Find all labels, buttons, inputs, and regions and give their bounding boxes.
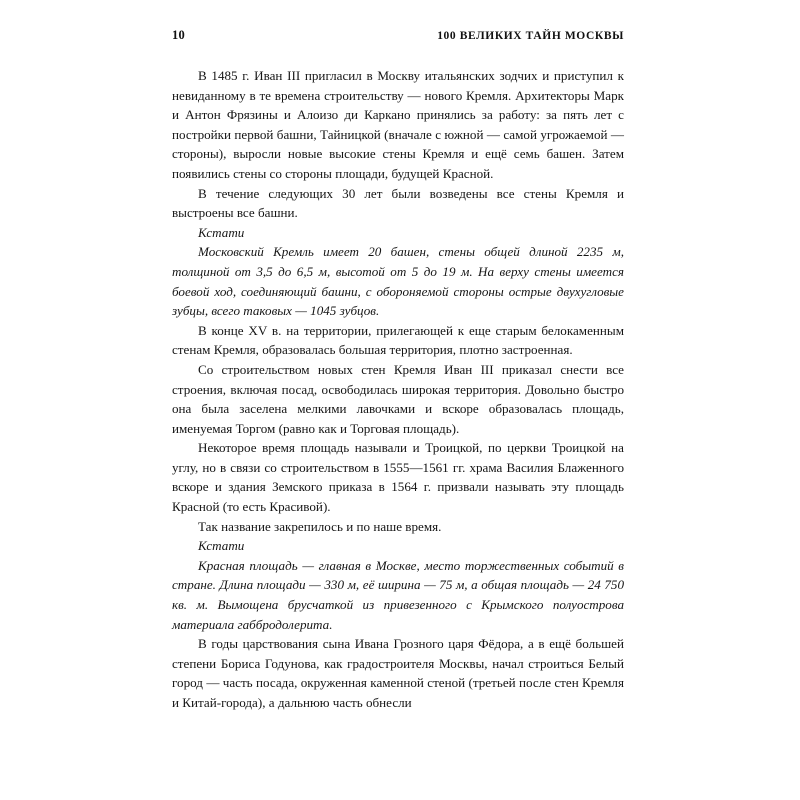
paragraph: Со строительством новых стен Кремля Иван III приказал снести все строения, включая посад, освободилась широкая территория. Довольно быстро она была заселена мелкими лавочками и вскоре образовалась площадь, именуемая Торгом (равно как и Торговая площадь). [172, 361, 624, 436]
paragraph: В годы царствования сына Ивана Грозного царя Фёдора, а в ещё большей степени Бориса Годунова, как градостроителя Москвы, начал строиться Белый город — часть посада, окруженная каменной стеной (третьей после стен Кремля и Китай-города), а дальнюю часть обнесли [172, 636, 624, 710]
page-number: 10 [172, 28, 185, 42]
note-block [172, 556, 624, 634]
note-text: Красная площадь — главная в Москве, место торжественных событий в стране. Длина площади — 330 м, её ширина — 75 м, а общая площадь — 24 750 кв. м. Вымощена брусчаткой из привезенного с Крымского полуострова материала габбродолерита. [172, 557, 624, 632]
note-text: Московский Кремль имеет 20 башен, стены общей длиной 2235 м, толщиной от 3,5 до 6,5 м, высотой от 5 до 19 м. На верху стены имеется боевой ход, соединяющий башни, с обороняемой стороны острые двухугловые зубцы, всего таковых — 1045 зубцов. [172, 244, 624, 319]
running-head [172, 28, 624, 44]
paragraph: В течение следующих 30 лет были возведены все стены Кремля и выстроены все башни. [172, 185, 624, 221]
note-block [172, 242, 624, 320]
paragraph: Так название закрепилось и по наше время. [198, 518, 442, 534]
page-content-column [172, 28, 624, 713]
paragraph: Некоторое время площадь называли и Троицкой, по церкви Троицкой на углу, но в связи со строительством в 1555—1561 гг. храма Василия Блаженного вскоре и здания Земского приказа в 1564 г. призвали называть эту площадь Красной (то есть Красивой). [172, 440, 624, 515]
note-label: Кстати [198, 538, 245, 554]
paragraph: В 1485 г. Иван III пригласил в Москву итальянских зодчих и приступил к невиданному в те времена строительству — нового Кремля. Архитекторы Марк и Антон Фрязины и Алоизо ди Каркано принялись за работу: за пять лет с постройки первой башни, Тайницкой (вначале с южной — самой угрожаемой — стороны), выросли новые высокие стены Кремля и ещё семь башен. Затем появились стены со стороны площади, будущей Красной. [172, 68, 624, 181]
book-title-header: 100 ВЕЛИКИХ ТАЙН МОСКВЫ [437, 30, 624, 42]
note-label: Кстати [198, 224, 245, 240]
body-text [172, 66, 624, 713]
paragraph: В конце XV в. на территории, прилегающей к еще старым белокаменным стенам Кремля, образовалась большая территория, плотно застроенная. [172, 322, 624, 358]
